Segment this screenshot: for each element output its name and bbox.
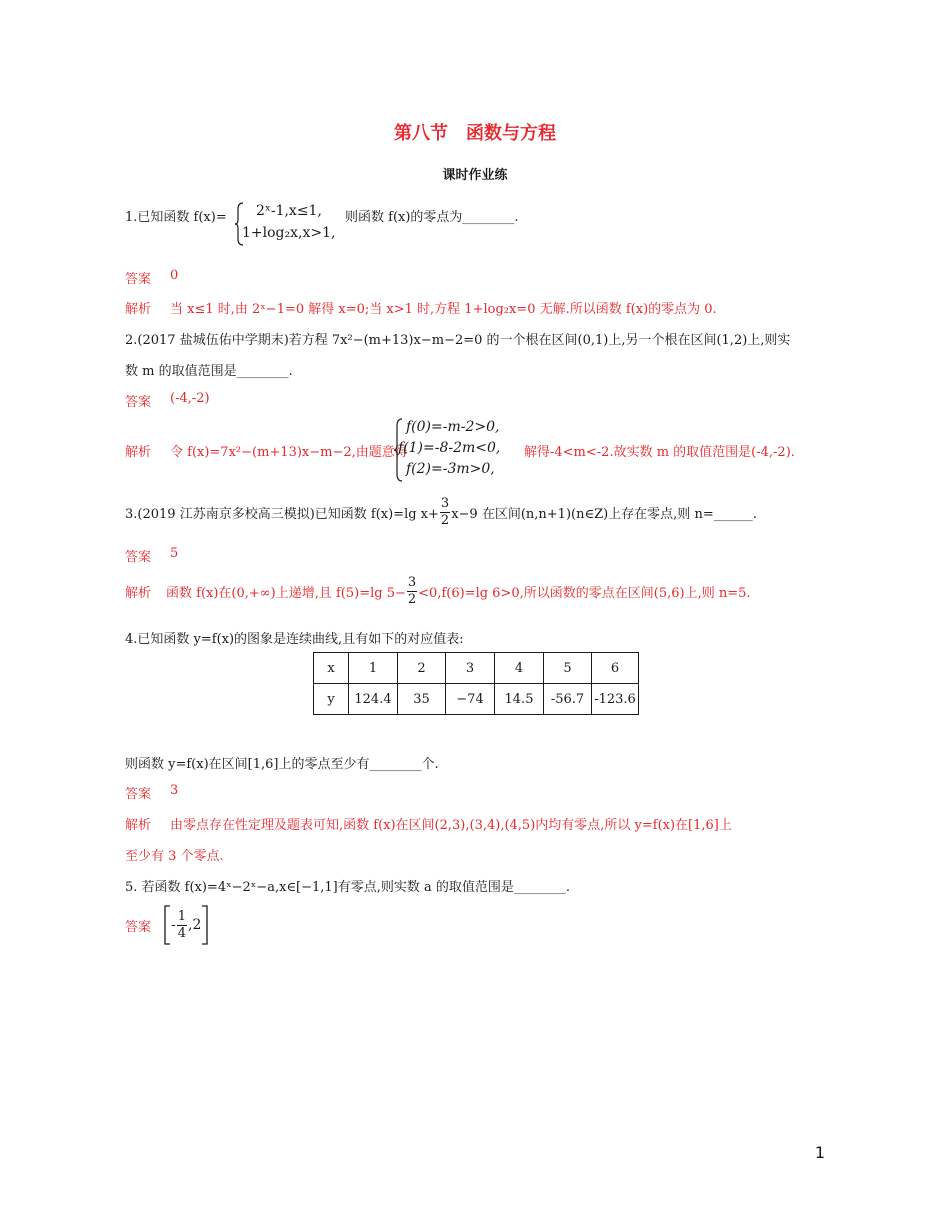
answer-label: 答案 [125,550,152,565]
question-2-answer: (-4,-2) [170,391,210,406]
question-1-case-2: 1+log₂x,x>1, [242,225,336,241]
value-table [313,652,639,715]
fraction [440,496,450,529]
question-3-pre: 3.(2019 江苏南京多校高三模拟)已知函数 f(x)=lg x+ [125,507,439,522]
question-2-analysis-pre: 令 f(x)=7x²−(m+13)x−m−2,由题意得 [170,445,408,460]
page-number: 1 [814,1143,825,1162]
system-equation-3: f(2)=-3m>0, [406,461,495,477]
fraction [177,909,187,942]
question-1-case-1: 2ˣ-1,x≤1, [256,203,322,219]
question-3-analysis-post: <0,f(6)=lg 6>0,所以函数的零点在区间(5,6)上,则 n=5. [418,586,751,601]
question-3-answer: 5 [170,546,179,561]
table-cell: −74 [446,684,495,715]
table-cell: y [314,684,349,715]
analysis-label: 解析 [125,818,152,833]
analysis-label: 解析 [125,302,152,317]
question-4-analysis-line-2: 至少有 3 个零点. [125,849,224,864]
section-subtitle: 课时作业练 [442,168,508,183]
analysis-label: 解析 [125,586,152,601]
table-cell: 5 [544,653,592,684]
table-cell: 124.4 [349,684,398,715]
question-3-analysis-pre: 函数 f(x)在(0,+∞)上递增,且 f(5)=lg 5− [166,586,406,601]
fraction-numerator: 3 [407,575,417,590]
answer-label: 答案 [125,272,152,287]
question-1-answer: 0 [170,268,179,283]
system-equation-1: f(0)=-m-2>0, [406,419,500,435]
question-2-line-1: 2.(2017 盐城伍佑中学期末)若方程 7x²−(m+13)x−m−2=0 的一个根在区间(0,1)上,另一个根在区间(1,2)上,则实 [125,333,791,348]
question-4-question: 则函数 y=f(x)在区间[1,6]上的零点至少有________个. [125,757,439,772]
answer-sign: - [171,917,176,933]
answer-label: 答案 [125,395,152,410]
table-cell: 6 [592,653,639,684]
fraction-denominator: 2 [440,513,450,528]
question-5-stem: 5. 若函数 f(x)=4ˣ−2ˣ−a,x∈[−1,1]有零点,则实数 a 的取值范围是________. [125,880,571,895]
question-4-stem: 4.已知函数 y=f(x)的图象是连续曲线,且有如下的对应值表: [125,632,464,647]
analysis-label: 解析 [125,445,152,460]
table-cell: 2 [398,653,446,684]
system-equation-2: f(1)=-8-2m<0, [398,440,501,456]
table-row [314,653,639,684]
table-row [314,684,639,715]
answer-label: 答案 [125,919,152,935]
table-cell: 35 [398,684,446,715]
left-bracket-icon [163,905,171,945]
table-cell: -123.6 [592,684,639,715]
table-cell: 14.5 [495,684,544,715]
fraction-numerator: 1 [177,908,187,924]
fraction-denominator: 4 [177,925,187,941]
question-2-line-2: 数 m 的取值范围是________. [125,364,293,379]
table-cell: 1 [349,653,398,684]
question-3-stem [125,496,757,529]
question-3-post: x−9 在区间(n,n+1)(n∈Z)上存在零点,则 n=______. [451,507,757,522]
answer-tail: ,2 [188,917,202,933]
table-cell: 3 [446,653,495,684]
question-4-answer: 3 [170,783,179,798]
right-bracket-icon [201,905,209,945]
table-cell: -56.7 [544,684,592,715]
fraction [407,575,417,608]
question-1-analysis: 当 x≤1 时,由 2ˣ−1=0 解得 x=0;当 x>1 时,方程 1+log₂x=0 无解.所以函数 f(x)的零点为 0. [170,302,717,317]
page-title: 第八节 函数与方程 [394,123,556,144]
answer-label: 答案 [125,787,152,802]
fraction-numerator: 3 [440,496,450,511]
question-1-suffix: 则函数 f(x)的零点为________. [345,210,519,225]
question-4-analysis-line-1: 由零点存在性定理及题表可知,函数 f(x)在区间(2,3),(3,4),(4,5)内均有零点,所以 y=f(x)在[1,6]上 [170,818,732,833]
question-2-analysis-post: 解得-4<m<-2.故实数 m 的取值范围是(-4,-2). [524,445,795,460]
table-cell: 4 [495,653,544,684]
fraction-denominator: 2 [407,592,417,607]
question-3-analysis [125,575,751,608]
question-5-answer-row [125,905,209,945]
table-cell: x [314,653,349,684]
question-1-prefix: 1.已知函数 f(x)= [125,210,227,225]
